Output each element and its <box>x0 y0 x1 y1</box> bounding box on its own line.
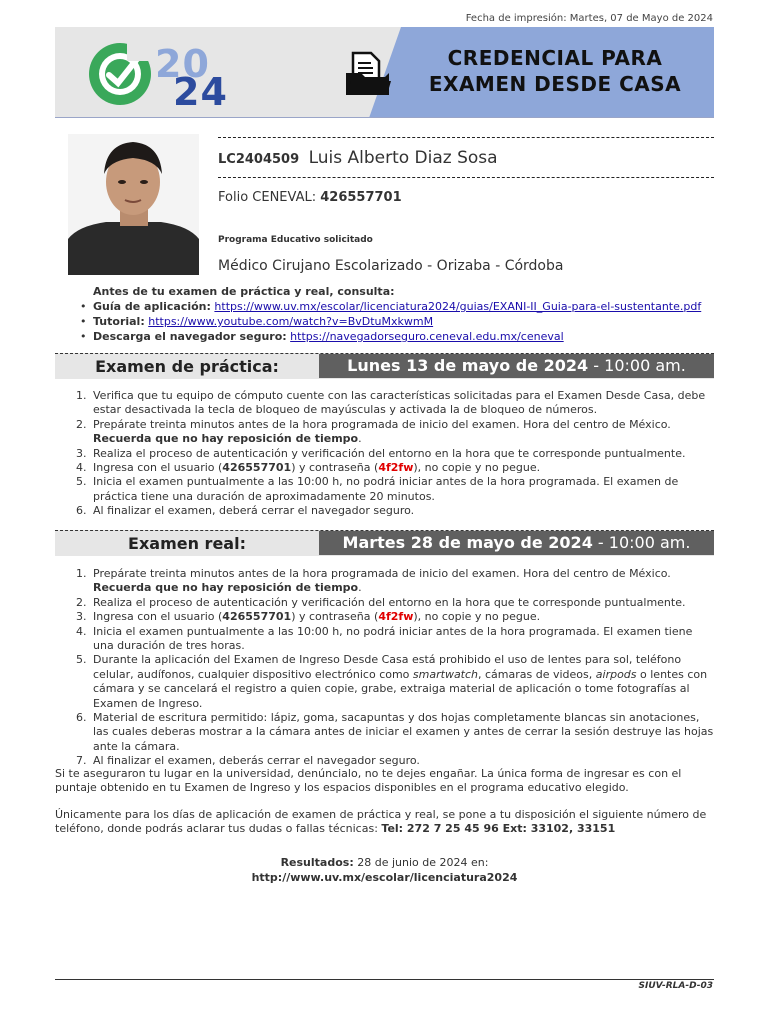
practice-exam-date-box <box>319 354 714 378</box>
list-item: 6. Al finalizar el examen, deberá cerrar el navegador seguro. <box>76 504 415 518</box>
tutorial-link[interactable]: https://www.youtube.com/watch?v=BvDtuMxkwmM <box>148 315 434 328</box>
folio-value: 426557701 <box>320 190 402 205</box>
list-item: 4. Ingresa con el usuario (426557701) y contraseña (4f2fw), no copie y no pegue. <box>76 461 541 475</box>
resource-label: Guía de aplicación: <box>93 300 211 313</box>
practice-steps <box>76 389 714 519</box>
list-item: 5. Durante la aplicación del Examen de Ingreso Desde Casa está prohibido el uso de lentes para sol, teléfono celular, audífonos, cualquier dispositivo electrónico como smartwatch, cámaras de videos, airpods o lentes con cámara y se cancelará el registro a quien copie, grabe, extraiga material de aplicación o tome fotografías al Examen de Ingreso. <box>76 653 708 710</box>
resource-label: Tutorial: <box>93 315 145 328</box>
username: 426557701 <box>222 461 292 475</box>
list-item: 5. Inicia el examen puntualmente a las 10:00 h, no podrá iniciar antes de la hora programada. El examen de práctica tiene una duración de aproximadamente 20 minutos. <box>76 475 679 503</box>
practice-exam-time: - 10:00 am. <box>588 356 686 375</box>
resource-item <box>80 299 720 314</box>
dashed-divider <box>218 177 714 178</box>
folio-label: Folio CENEVAL: <box>218 190 317 205</box>
folio-line <box>218 190 402 205</box>
header-banner <box>55 27 714 118</box>
print-date: Fecha de impresión: Martes, 07 de Mayo de 2024 <box>465 13 713 24</box>
results-date: 28 de junio de 2024 en: <box>353 856 489 869</box>
title-line-2: EXAMEN DESDE CASA <box>428 72 682 96</box>
real-exam-label: Examen real: <box>128 534 246 553</box>
real-exam-date: Martes 28 de mayo de 2024 <box>342 533 593 552</box>
real-exam-time: - 10:00 am. <box>592 533 691 552</box>
year-top: 20 <box>155 42 210 86</box>
results-label: Resultados: <box>280 856 354 869</box>
password: 4f2fw <box>378 461 414 475</box>
dashed-divider <box>218 137 714 138</box>
candidate-code: LC2404509 <box>218 152 300 167</box>
resources-heading: Antes de tu examen de práctica y real, consulta: <box>93 285 395 298</box>
candidate-photo <box>68 134 199 275</box>
results-line <box>55 855 714 870</box>
list-item: 4. Inicia el examen puntualmente a las 10:00 h, no podrá iniciar antes de la hora programada. El examen tiene una duración de tres horas. <box>76 624 693 653</box>
real-steps <box>76 567 714 769</box>
list-item: 2. Prepárate treinta minutos antes de la hora programada de inicio del examen. Hora del centro de México. Recuerda que no hay reposición de tiempo. <box>76 417 671 446</box>
support-paragraph <box>55 808 714 837</box>
password: 4f2fw <box>378 610 414 624</box>
list-item: 1. Prepárate treinta minutos antes de la hora programada de inicio del examen. Hora del centro de México. Recuerda que no hay reposición de tiempo. <box>76 567 671 595</box>
candidate-name: Luis Alberto Diaz Sosa <box>308 148 498 168</box>
program-label: Programa Educativo solicitado <box>218 235 373 245</box>
folder-document-icon <box>343 49 393 99</box>
practice-exam-label: Examen de práctica: <box>95 357 279 376</box>
year-bottom: 24 <box>173 70 228 114</box>
practice-exam-date: Lunes 13 de mayo de 2024 <box>347 356 589 375</box>
list-item: 6. Material de escritura permitido: lápiz, goma, sacapuntas y dos hojas completamente blancas sin anotaciones, las cuales deberas mostrar a la cámara antes de iniciar el examen y antes de cerrar la sesión destruye las hojas ante la cámara. <box>76 711 714 753</box>
footer-code: SIUV-RLA-D-03 <box>638 981 713 991</box>
title-line-1: CREDENCIAL PARA <box>447 46 663 70</box>
list-item: 3. Realiza el proceso de autenticación y verificación del entorno en la hora que te corresponde puntualmente. <box>76 446 686 460</box>
real-exam-date-box <box>319 531 714 555</box>
list-item: 7. Al finalizar el examen, deberás cerrar el navegador seguro. <box>76 754 420 768</box>
resource-item <box>80 329 720 344</box>
resource-label: Descarga el navegador seguro: <box>93 330 287 343</box>
resources-list <box>80 299 720 344</box>
uv-logo-icon <box>87 41 153 107</box>
list-item: 1. Verifica que tu equipo de cómputo cuente con las características solicitadas para el Examen Desde Casa, debe estar desactivada la tecla de bloqueo de mayúsculas y activada la de bloqueo de números. <box>76 389 706 417</box>
real-exam-band <box>55 530 714 556</box>
results-url-line <box>55 870 714 885</box>
credential-title <box>415 45 695 97</box>
footer-divider <box>55 979 714 980</box>
support-text: Únicamente para los días de aplicación de examen de práctica y real, se pone a tu disposición el siguiente número de teléfono, donde podrás aclarar tus dudas o fallas técnicas: <box>55 808 707 836</box>
candidate-name-line <box>218 148 498 168</box>
results-section <box>55 855 714 885</box>
username: 426557701 <box>222 610 292 624</box>
practice-exam-band <box>55 353 714 379</box>
program-value: Médico Cirujano Escolarizado - Orizaba - Córdoba <box>218 258 564 274</box>
support-phone: Tel: 272 7 25 45 96 Ext: 33102, 33151 <box>381 822 616 836</box>
guide-link[interactable]: https://www.uv.mx/escolar/licenciatura2024/guias/EXANI-II_Guia-para-el-sustentante.pdf <box>214 300 702 313</box>
resources-section <box>80 284 720 344</box>
results-url: http://www.uv.mx/escolar/licenciatura2024 <box>251 871 518 884</box>
year-logo <box>155 42 235 114</box>
list-item: 3. Ingresa con el usuario (426557701) y contraseña (4f2fw), no copie y no pegue. <box>76 610 541 624</box>
notice-paragraph: Si te aseguraron tu lugar en la universidad, denúncialo, no te dejes engañar. La única forma de ingresar es con el puntaje obtenido en tu Examen de Ingreso y los espacios disponibles en el programa educativo elegido. <box>55 767 682 795</box>
resource-item <box>80 314 720 329</box>
list-item: 2. Realiza el proceso de autenticación y verificación del entorno en la hora que te corresponde puntualmente. <box>76 595 686 609</box>
secure-browser-link[interactable]: https://navegadorseguro.ceneval.edu.mx/ceneval <box>290 330 564 343</box>
